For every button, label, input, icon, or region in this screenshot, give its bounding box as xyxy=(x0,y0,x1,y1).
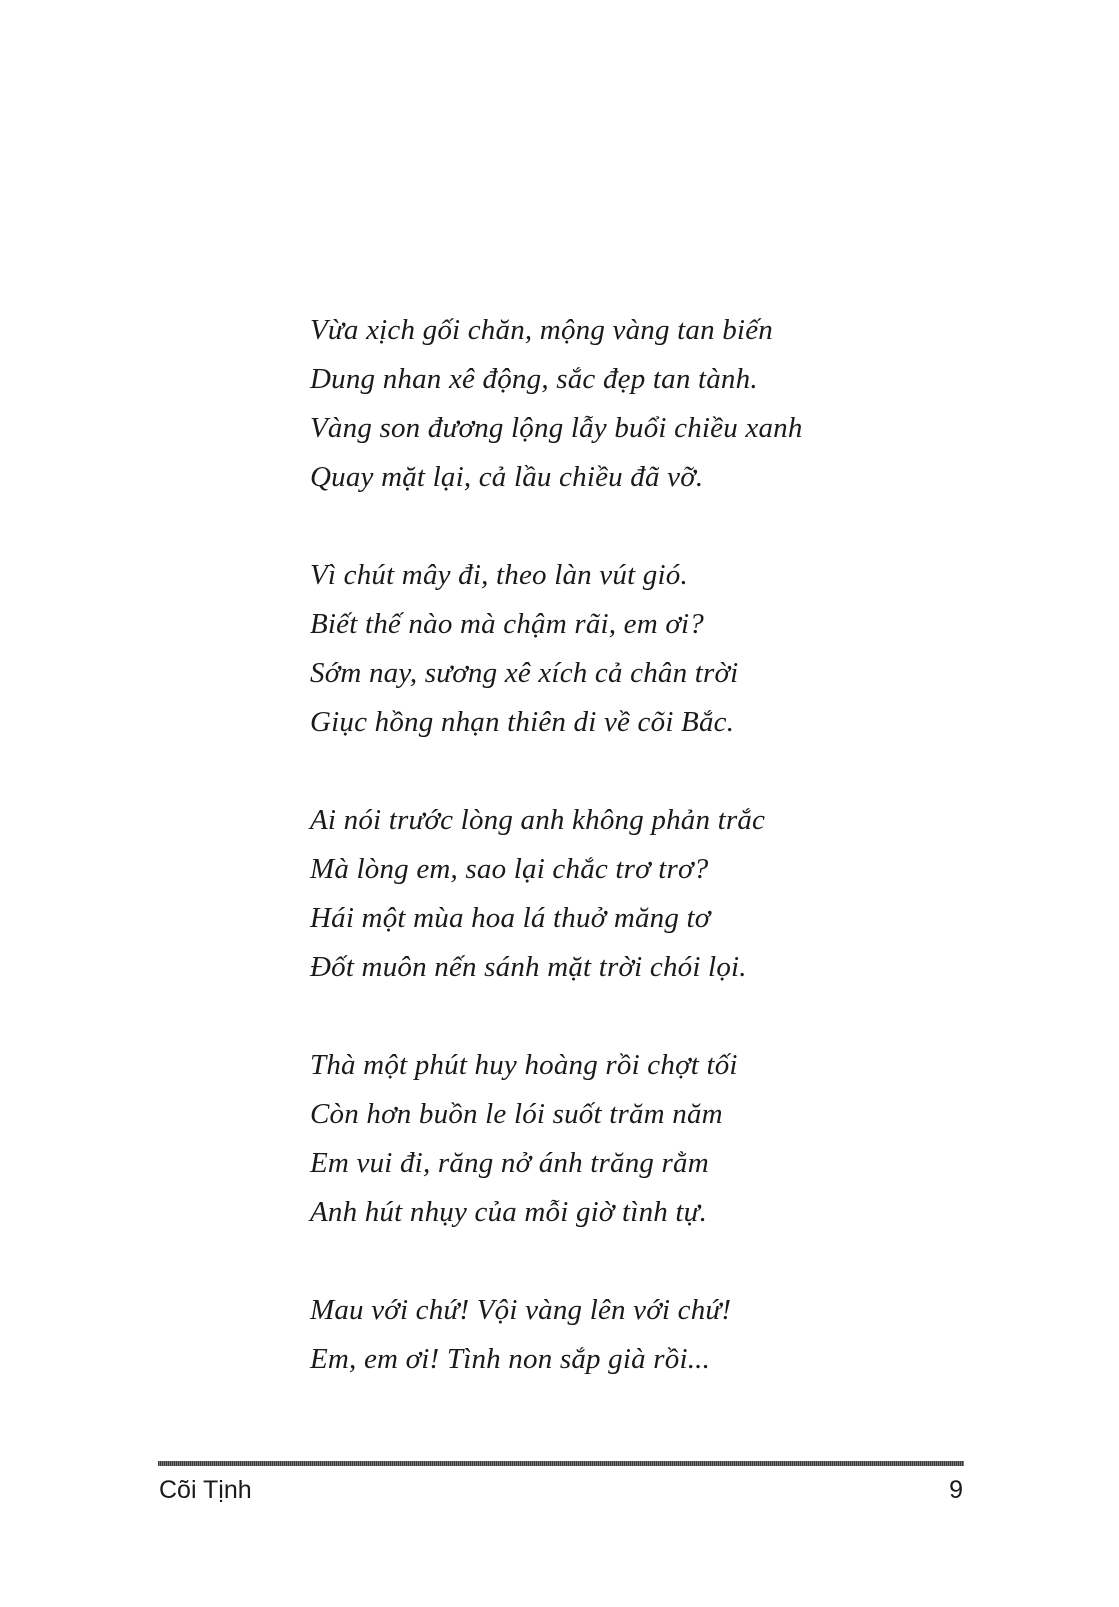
stanza-2 xyxy=(310,551,1010,747)
poem-line: Biết thế nào mà chậm rãi, em ơi? xyxy=(310,608,704,640)
poem-line: Em, em ơi! Tình non sắp già rồi... xyxy=(310,1343,711,1375)
poem-line: Thà một phút huy hoàng rồi chợt tối xyxy=(310,1049,738,1081)
poem-line: Hái một mùa hoa lá thuở măng tơ xyxy=(310,902,711,934)
stanza-1 xyxy=(310,306,1010,502)
poem-line: Giục hồng nhạn thiên di về cõi Bắc. xyxy=(310,706,735,738)
poem-body xyxy=(310,306,1010,1384)
poem-line: Mà lòng em, sao lại chắc trơ trơ? xyxy=(310,853,709,885)
poem-line: Vì chút mây đi, theo làn vút gió. xyxy=(310,559,688,591)
poem-line: Mau với chứ! Vội vàng lên với chứ! xyxy=(310,1294,732,1326)
stanza-3 xyxy=(310,796,1010,992)
poem-line: Quay mặt lại, cả lầu chiều đã vỡ. xyxy=(310,461,704,493)
poem-line: Dung nhan xê động, sắc đẹp tan tành. xyxy=(310,363,758,395)
footer-divider xyxy=(158,1461,964,1466)
page-number: 9 xyxy=(949,1476,963,1504)
poem-line: Em vui đi, răng nở ánh trăng rằm xyxy=(310,1147,709,1179)
poem-line: Vàng son đương lộng lẫy buổi chiều xanh xyxy=(310,412,803,444)
poem-line: Ai nói trước lòng anh không phản trắc xyxy=(310,804,766,836)
stanza-5 xyxy=(310,1286,1010,1384)
poem-line: Anh hút nhụy của mỗi giờ tình tự. xyxy=(310,1196,708,1228)
poem-line: Còn hơn buồn le lói suốt trăm năm xyxy=(310,1098,723,1130)
poem-line: Đốt muôn nến sánh mặt trời chói lọi. xyxy=(310,951,747,983)
poem-line: Sớm nay, sương xê xích cả chân trời xyxy=(310,657,739,689)
stanza-4 xyxy=(310,1041,1010,1237)
poem-line: Vừa xịch gối chăn, mộng vàng tan biến xyxy=(310,314,773,346)
footer-book-title: Cõi Tịnh xyxy=(159,1476,252,1504)
